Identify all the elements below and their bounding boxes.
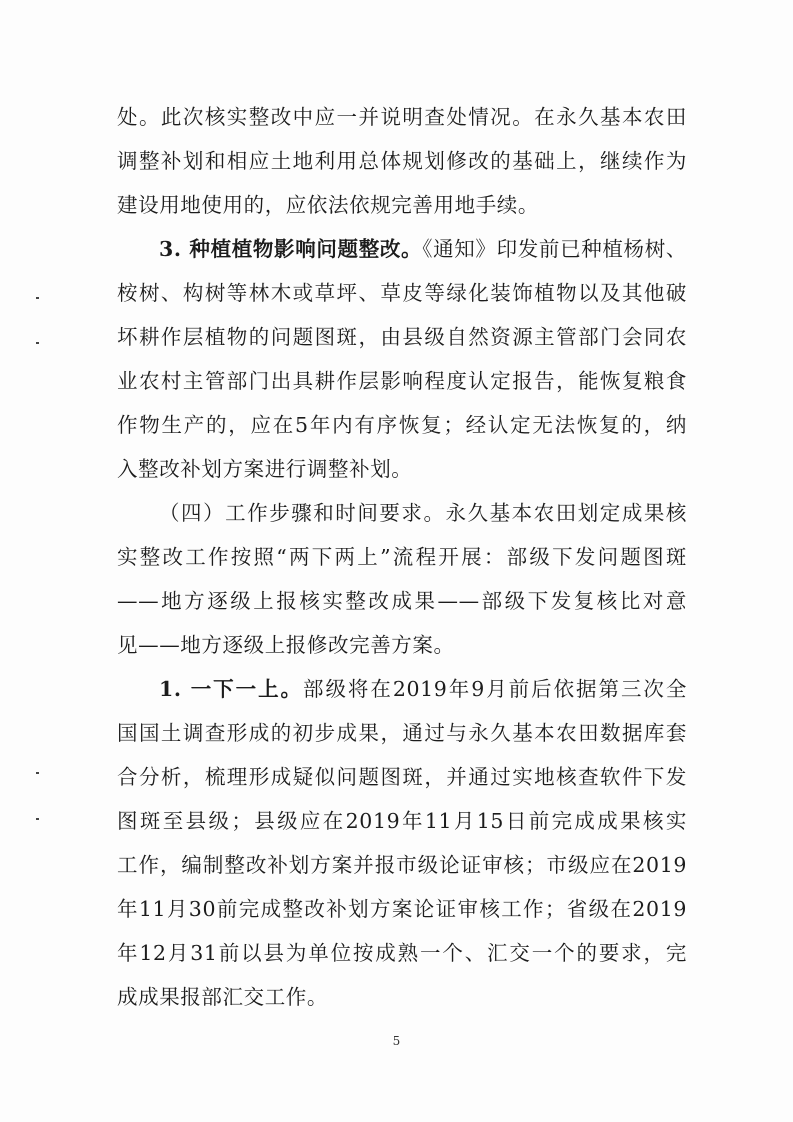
page-number: 5: [392, 1034, 401, 1048]
text-line: 年11月30前完成整改补划方案论证审核工作；省级在2019: [117, 897, 687, 921]
text-line: 合分析，梳理形成疑似问题图斑，并通过实地核查软件下发: [117, 765, 687, 789]
text-line: 作物生产的，应在5年内有序恢复；经认定无法恢复的，纳: [117, 413, 687, 437]
section-heading-line: [159, 236, 687, 262]
section-heading-line: [159, 676, 687, 702]
section-heading: 1. 一下一上。: [159, 677, 303, 701]
text-line: 工作，编制整改补划方案并报市级论证审核；市级应在2019: [117, 853, 687, 877]
margin-mark: [36, 772, 39, 774]
text-span: 《通知》印发前已种植杨树、: [422, 237, 687, 261]
text-line: 建设用地使用的，应依法依规完善用地手续。: [117, 193, 539, 217]
text-line: 成成果报部汇交工作。: [117, 985, 328, 1009]
text-line: 调整补划和相应土地利用总体规划修改的基础上，继续作为: [117, 149, 687, 173]
margin-mark: [36, 297, 39, 299]
text-line: 桉树、构树等林木或草坪、草皮等绿化装饰植物以及其他破: [117, 281, 687, 305]
margin-mark: [36, 342, 39, 344]
margin-mark: [36, 818, 39, 820]
text-line: 实整改工作按照“两下两上”流程开展：部级下发问题图斑: [117, 545, 687, 569]
text-line: 图斑至县级；县级应在2019年11月15日前完成成果核实: [117, 809, 687, 833]
section-heading: 3. 种植植物影响问题整改。: [159, 237, 423, 261]
text-line: ——地方逐级上报核实整改成果——部级下发复核比对意: [117, 589, 687, 613]
section-heading-line: （四）工作步骤和时间要求。永久基本农田划定成果核: [159, 501, 687, 525]
text-line: 处。此次核实整改中应一并说明查处情况。在永久基本农田: [117, 105, 687, 129]
text-line: 国国土调查形成的初步成果，通过与永久基本农田数据库套: [117, 721, 687, 745]
text-span: 部级将在2019年9月前后依据第三次全: [303, 677, 687, 701]
text-line: 年12月31前以县为单位按成熟一个、汇交一个的要求，完: [117, 941, 687, 965]
text-line: 业农村主管部门出具耕作层影响程度认定报告，能恢复粮食: [117, 369, 687, 393]
text-line: 坏耕作层植物的问题图斑，由县级自然资源主管部门会同农: [117, 325, 687, 349]
text-line: 入整改补划方案进行调整补划。: [117, 457, 413, 481]
text-line: 见——地方逐级上报修改完善方案。: [117, 633, 455, 657]
